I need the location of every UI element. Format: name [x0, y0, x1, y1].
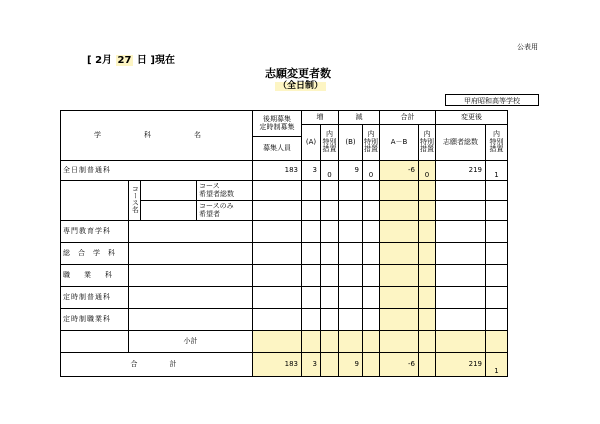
row-label-vocational: 職業科 [61, 265, 129, 287]
row-label-integrated: 総合学科 [61, 243, 129, 265]
cell-recruit: 183 [253, 161, 302, 181]
course-label: コース名 [129, 181, 141, 221]
grand-increase: 3 [302, 353, 321, 377]
page-subtitle: （全日制） [275, 82, 326, 91]
row-label-parttime-vocational: 定時制職業科 [61, 309, 129, 331]
header-after-special: 内 特別 措置 [486, 125, 508, 161]
grand-total-label: 合 計 [61, 353, 253, 377]
cell-decrease: 9 [339, 161, 363, 181]
header-total-special: 内 特別 措置 [419, 125, 436, 161]
cell-after-special: 1 [486, 161, 508, 181]
subtotal-label: 小計 [129, 331, 253, 353]
grand-decrease: 9 [339, 353, 363, 377]
row-label-parttime-general: 定時制普通科 [61, 287, 129, 309]
header-total-ab: A－B [380, 125, 419, 161]
cell-increase-special: 0 [321, 161, 339, 181]
grand-after-special: 1 [486, 353, 508, 377]
cell-increase: 3 [302, 161, 321, 181]
cell-total: -6 [380, 161, 419, 181]
row-label-specialized: 専門教育学科 [61, 221, 129, 243]
applicant-change-table [60, 110, 508, 377]
course-spacer [61, 181, 129, 221]
course-name-1 [141, 181, 197, 201]
cell-total-special: 0 [419, 161, 436, 181]
header-after: 変更後 [436, 111, 508, 125]
course-total-label: コース 希望者総数 [197, 181, 253, 201]
header-increase-a: (A) [302, 125, 321, 161]
header-subject: 学 科 名 [61, 111, 253, 161]
header-increase-special: 内 特別 措置 [321, 125, 339, 161]
date-month: 2月 [95, 55, 113, 66]
header-decrease: 減 [339, 111, 380, 125]
public-label: 公表用 [517, 43, 538, 51]
row-label-general: 全日制普通科 [61, 161, 253, 181]
date-day: 27 [117, 55, 132, 66]
school-name: 甲府昭和高等学校 [445, 94, 539, 106]
header-increase: 増 [302, 111, 339, 125]
cell-after: 219 [436, 161, 486, 181]
grand-total: -6 [380, 353, 419, 377]
header-total: 合計 [380, 111, 436, 125]
date-close: ]現在 [150, 55, 175, 66]
header-recruit: 募集人員 [253, 137, 302, 161]
cell-decrease-special: 0 [363, 161, 380, 181]
header-decrease-b: (B) [339, 125, 363, 161]
as-of-date [87, 56, 175, 66]
page-title: 志願変更者数 [265, 67, 331, 80]
header-decrease-special: 内 特別 措置 [363, 125, 380, 161]
grand-after: 219 [436, 353, 486, 377]
header-recruit-top: 後期募集 定時制募集 [253, 111, 302, 137]
header-after-total: 志願者総数 [436, 125, 486, 161]
date-day-suffix: 日 [136, 55, 147, 66]
course-only-label: コースのみ 希望者 [197, 201, 253, 221]
course-name-2 [141, 201, 197, 221]
date-open: [ [87, 55, 96, 66]
grand-recruit: 183 [253, 353, 302, 377]
